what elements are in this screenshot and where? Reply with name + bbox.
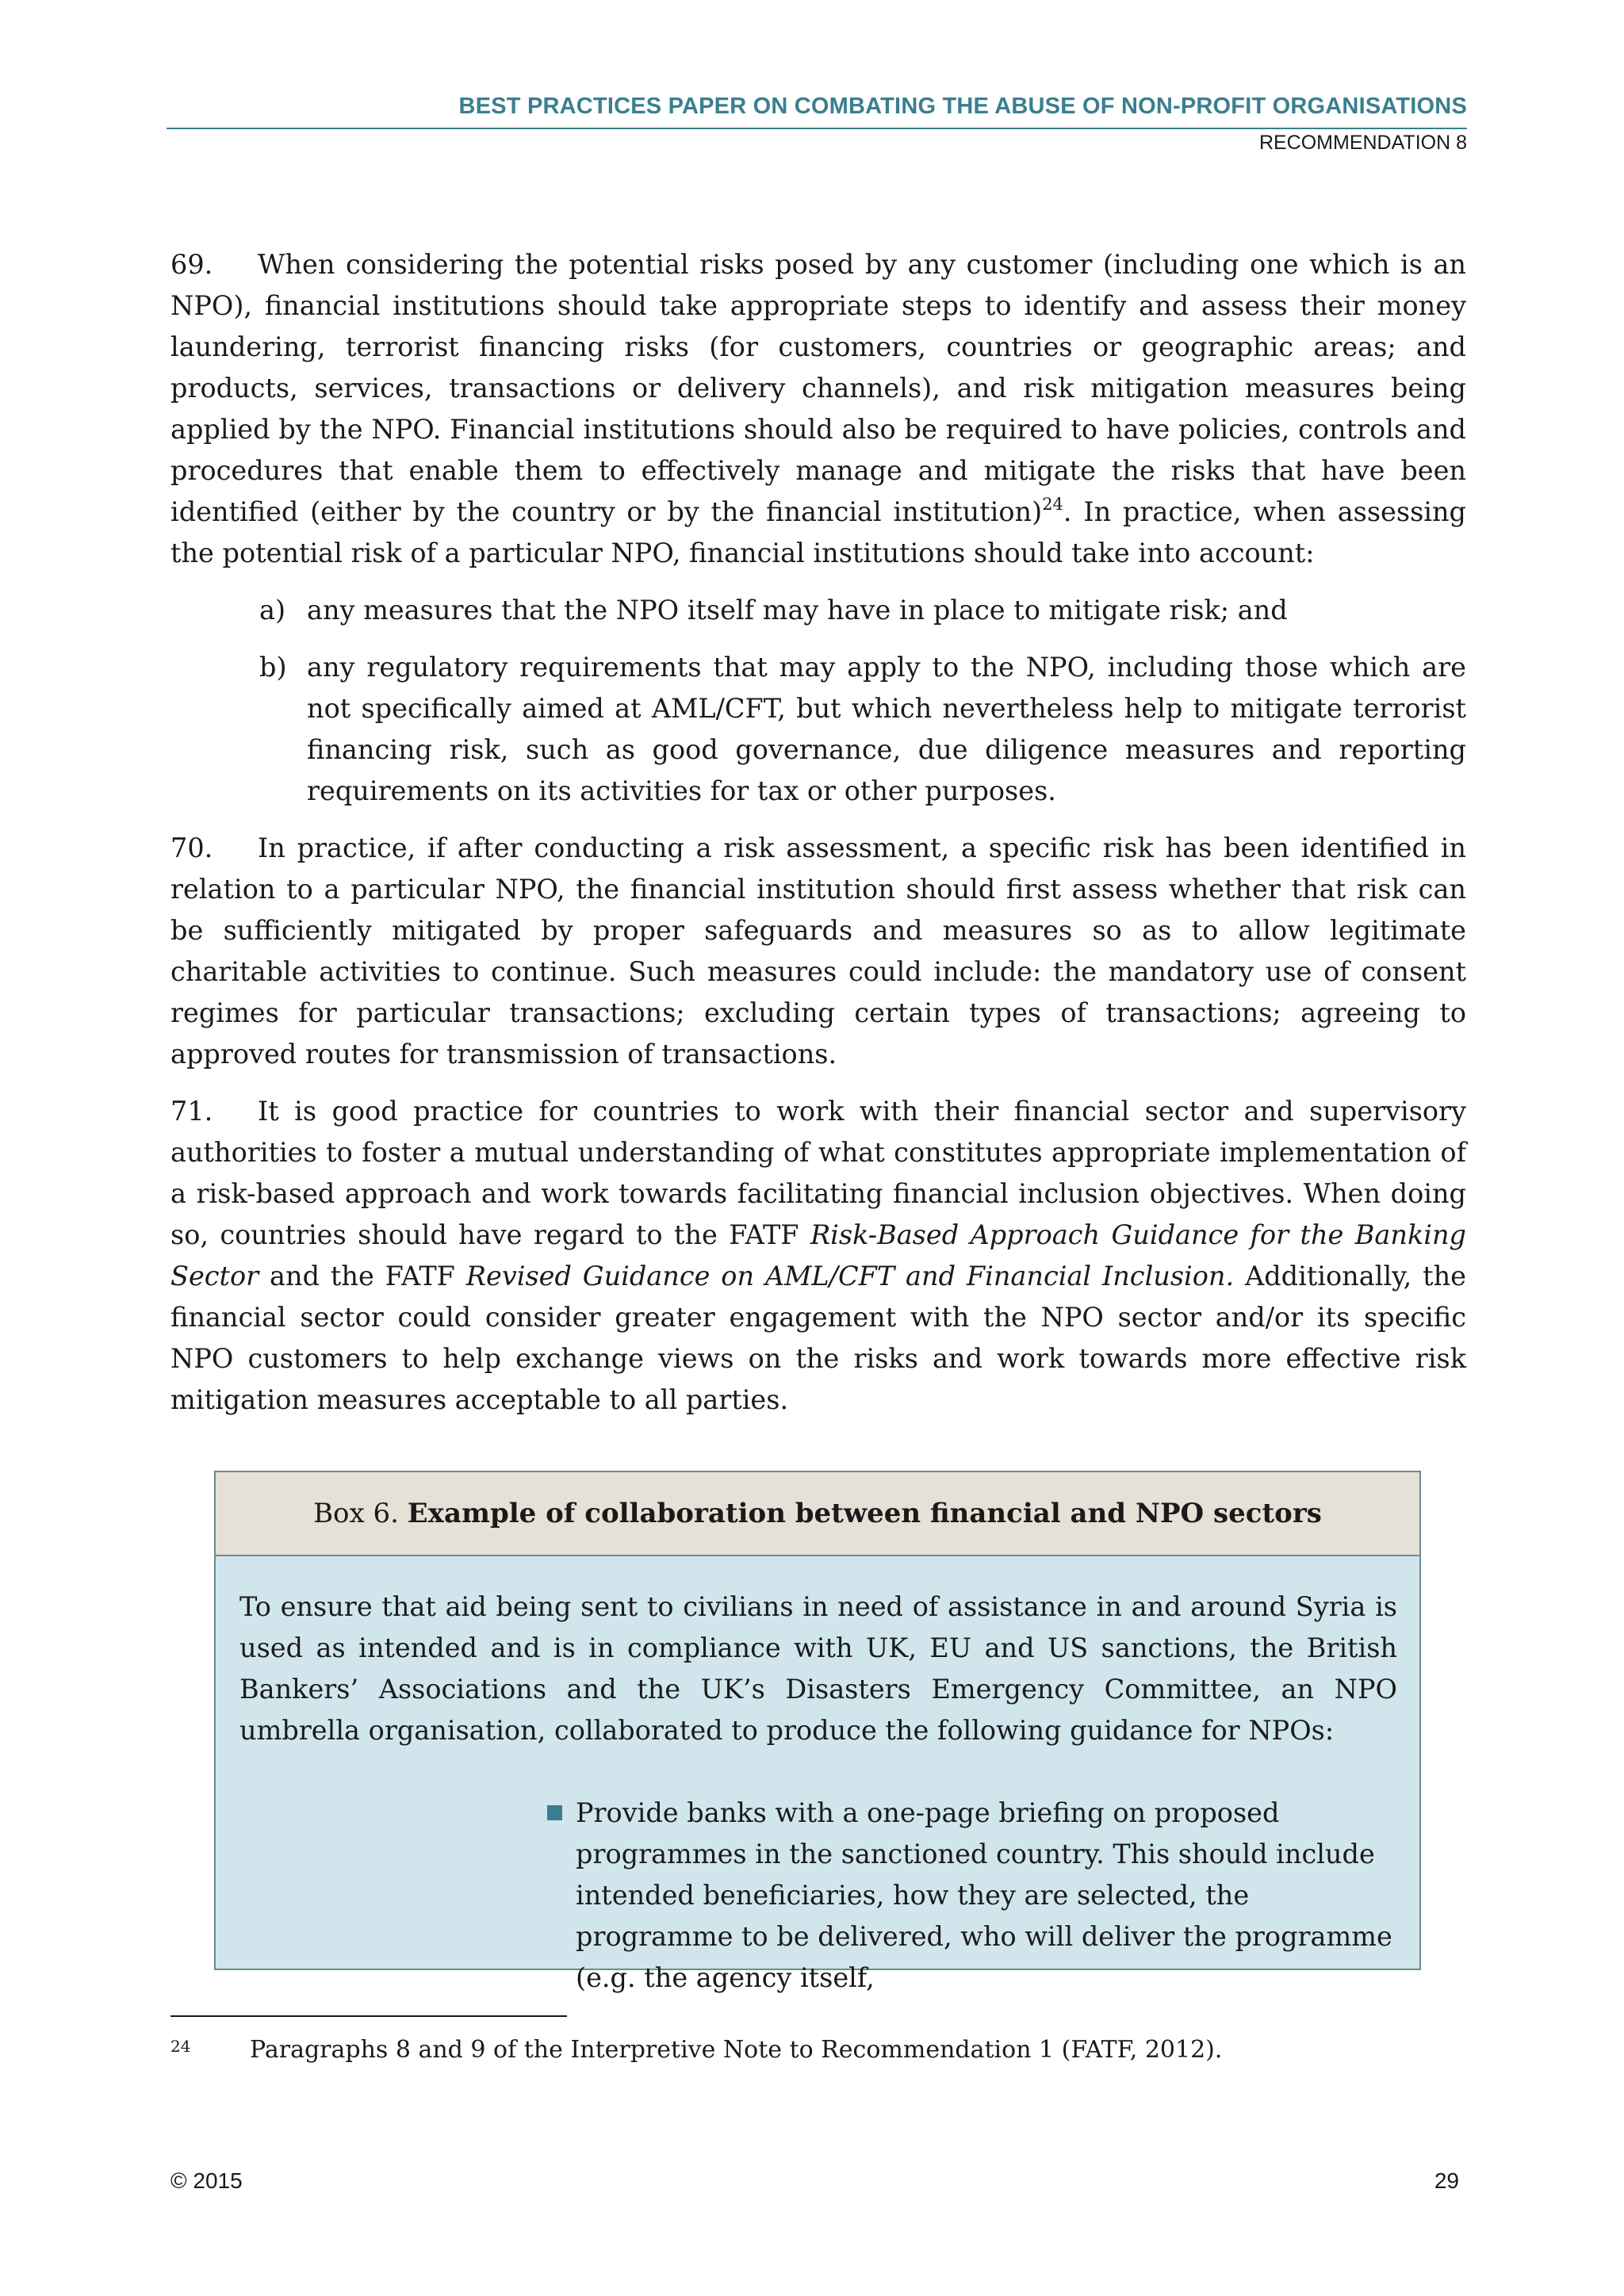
running-header-subtitle: RECOMMENDATION 8	[1258, 132, 1467, 154]
paragraph-text-continued: . In practice, when assessing the potential risk of a particular NPO, financial institutions should take into account:	[170, 496, 1466, 568]
italic-reference-banking: Risk-Based Approach Guidance for the Banking Sector	[170, 1219, 1466, 1292]
paragraph-71	[170, 1091, 1466, 1421]
header-divider	[167, 128, 1467, 129]
paragraph-text: It is good practice for countries to work with their financial sector and supervisory authorities to foster a mutual understanding of what constitutes appropriate implementation of a risk-based approach and work towards facilitating financial inclusion objectives. When doing so, countries should have regard to the FATF	[170, 1096, 1466, 1250]
footer-copyright: © 2015	[170, 2168, 243, 2193]
body-text	[170, 244, 1466, 1437]
box-bullet-item	[547, 1793, 1397, 1999]
paragraph-text: and the FATF	[259, 1261, 466, 1292]
paragraph-text: When considering the potential risks posed by any customer (including one which is an NPO), financial institutions should take appropriate steps to identify and assess their money laundering, terrorist financing risks (for customers, countries or geographic areas; and products, services, transactions or delivery channels), and risk mitigation measures being applied by the NPO. Financial institutions should also be required to have policies, controls and procedures that enable them to effectively manage and mitigate the risks that have been identified (either by the country or by the financial institution)	[170, 249, 1466, 527]
footnote-text: Paragraphs 8 and 9 of the Interpretive Note to Recommendation 1 (FATF, 2012).	[250, 2036, 1223, 2064]
box-bullet-text: Provide banks with a one-page briefing on proposed programmes in the sanctioned country. This should include intended beneficiaries, how they are selected, the programme to be delivered, who will deliver the programme (e.g. the agency itself,	[576, 1797, 1392, 1993]
considerations-list	[170, 590, 1466, 812]
paragraph-70	[170, 828, 1466, 1075]
list-marker: a)	[259, 595, 286, 626]
paragraph-number: 69.	[170, 249, 213, 280]
square-bullet-icon	[547, 1805, 562, 1820]
paragraph-text: Additionally, the financial sector could consider greater engagement with the NPO sector and/or its specific NPO customers to help exchange views on the risks and work towards more effective risk mitigation measures acceptable to all parties.	[170, 1261, 1467, 1415]
running-header-title: BEST PRACTICES PAPER ON COMBATING THE ABUSE OF NON-PROFIT ORGANISATIONS	[458, 94, 1467, 119]
list-item	[170, 647, 1466, 812]
footer-page-number: 29	[1434, 2168, 1459, 2193]
box-body	[216, 1556, 1419, 1999]
box-intro: To ensure that aid being sent to civilians in need of assistance in and around Syria is used as intended and is in compliance with UK, EU and US sanctions, the British Bankers’ Associations and the UK’s Disasters Emergency Committee, an NPO umbrella organisation, collaborated to produce the following guidance for NPOs:	[239, 1591, 1397, 1746]
footnote-number: 24	[170, 2037, 191, 2056]
italic-reference-inclusion: Revised Guidance on AML/CFT and Financial Inclusion.	[465, 1261, 1235, 1292]
paragraph-text: In practice, if after conducting a risk assessment, a specific risk has been identified in relation to a particular NPO, the financial institution should first assess whether that risk can be sufficiently mitigated by proper safeguards and measures so as to allow legitimate charitable activities to continue. Such measures could include: the mandatory use of consent regimes for particular transactions; excluding certain types of transactions; agreeing to approved routes for transmission of transactions.	[170, 832, 1466, 1070]
box-label: Box 6.	[313, 1498, 399, 1529]
box-header	[216, 1472, 1419, 1556]
list-item-text: any measures that the NPO itself may have in place to mitigate risk; and	[307, 595, 1288, 626]
box-6	[214, 1471, 1421, 1993]
footnote-divider	[170, 2015, 567, 2017]
footnote	[170, 2034, 1466, 2066]
list-marker: b)	[259, 652, 287, 683]
paragraph-number: 71.	[170, 1096, 213, 1127]
footnote-reference[interactable]: 24	[1042, 494, 1063, 514]
box-title: Example of collaboration between financial and NPO sectors	[407, 1498, 1322, 1529]
list-item-text: any regulatory requirements that may apply to the NPO, including those which are not specifically aimed at AML/CFT, but which nevertheless help to mitigate terrorist financing risk, such as good governance, due diligence measures and reporting requirements on its activities for tax or other purposes.	[307, 652, 1466, 806]
paragraph-number: 70.	[170, 832, 213, 863]
list-item	[170, 590, 1466, 631]
paragraph-69	[170, 244, 1466, 574]
